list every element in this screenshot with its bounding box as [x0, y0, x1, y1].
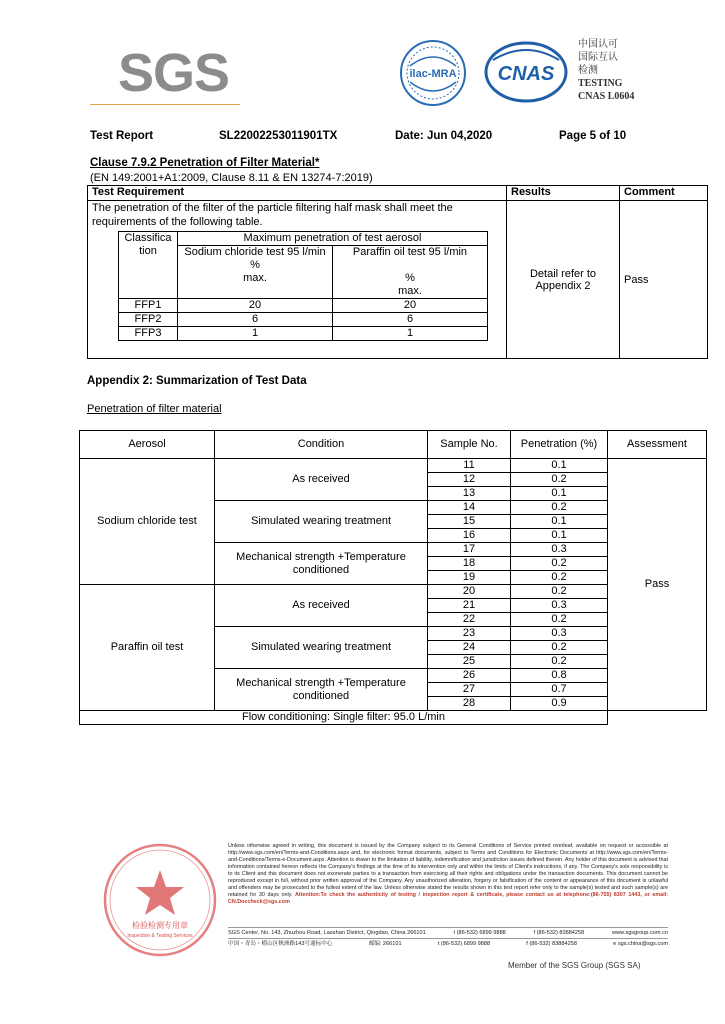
table-row: 15 0.1	[80, 515, 707, 529]
cnas-en-line1: TESTING	[578, 78, 623, 89]
clause-title: Clause 7.9.2 Penetration of Filter Material*	[90, 157, 320, 169]
table-row: 28 0.9	[80, 697, 707, 711]
header-penetration: Penetration (%)	[511, 431, 608, 459]
table-row: Paraffin oil test As received 20 0.2	[80, 585, 707, 599]
header-condition: Condition	[215, 431, 428, 459]
test-data-table	[79, 430, 707, 725]
table-row: Simulated wearing treatment 14 0.2	[80, 501, 707, 515]
table-row: 13 0.1	[80, 487, 707, 501]
ilac-mra-logo-icon	[398, 38, 468, 108]
requirement-cell	[88, 201, 507, 359]
max-penetration-header: Maximum penetration of test aerosol	[178, 232, 488, 246]
table-row: 27 0.7	[80, 683, 707, 697]
aerosol-cell: Paraffin oil test	[80, 585, 215, 711]
address-row-en: SGS Center, No. 143, Zhuzhou Road, Laoshan District, Qingdao, China 266101 t (86-532) 6899 9888 f (86-532) 83884258 www.sgsgroup.com.cn	[228, 927, 668, 938]
flow-note-row	[80, 711, 707, 725]
cnas-cn-line3: 检测	[578, 65, 598, 76]
condition-cell: Simulated wearing treatment	[215, 627, 428, 669]
stamp-en-text: Inspection & Testing Services	[127, 933, 193, 939]
authenticity-note: Attention:To check the authenticity of testing / inspection report & certificate, please contact us at telephone:(86-755) 8307 1443, or email: CN.Doccheck@sgs.com	[228, 892, 668, 905]
stamp-cn-text: 检验检测专用章	[132, 921, 188, 930]
address-row-cn: 中国・青岛・崂山区株洲路143号通标中心 邮编: 266101 t (86-532) 6899 9888 f (86-532) 83884258 e sgs.china@sgs.com	[228, 938, 668, 949]
report-label: Test Report	[90, 130, 154, 142]
results-cell: Detail refer to Appendix 2	[507, 201, 620, 359]
table-row: 21 0.3	[80, 599, 707, 613]
condition-cell: As received	[215, 585, 428, 627]
limit-row: FFP1 20 20	[119, 299, 488, 313]
address-block	[228, 927, 668, 949]
report-number: SL22002253011901TX	[219, 130, 338, 142]
cnas-en-line2: CNAS L0604	[578, 91, 635, 102]
appendix-title: Appendix 2: Summarization of Test Data	[87, 375, 307, 387]
condition-cell: Mechanical strength +Temperature conditioned	[215, 543, 428, 585]
table-row: 24 0.2	[80, 641, 707, 655]
page-number: Page 5 of 10	[559, 130, 627, 142]
class-header: Classifica tion	[119, 232, 178, 299]
table-row: 12 0.2	[80, 473, 707, 487]
table-row: Mechanical strength +Temperature conditioned 26 0.8	[80, 669, 707, 683]
col-comment: Comment	[620, 186, 708, 201]
report-date: Date: Jun 04,2020	[395, 130, 493, 142]
header-assessment: Assessment	[608, 431, 707, 459]
condition-cell: Simulated wearing treatment	[215, 501, 428, 543]
requirement-table	[87, 185, 708, 359]
limit-row: FFP3 1 1	[119, 327, 488, 341]
cnas-text: CNAS	[497, 63, 555, 85]
table-row: 22 0.2	[80, 613, 707, 627]
header-aerosol: Aerosol	[80, 431, 215, 459]
requirement-text: The penetration of the filter of the particle filtering half mask shall meet the requirements of the following table.	[92, 202, 453, 228]
assessment-cell: Pass	[608, 459, 707, 711]
table-row: Simulated wearing treatment 23 0.3	[80, 627, 707, 641]
oil-header: Paraffin oil test 95 l/min % max.	[333, 246, 488, 299]
table-row: 19 0.2	[80, 571, 707, 585]
member-of-sgs-group: Member of the SGS Group (SGS SA)	[508, 961, 641, 970]
col-test-requirement: Test Requirement	[88, 186, 507, 201]
cnas-cn-line1: 中国认可	[578, 39, 618, 50]
penetration-limit-table	[118, 231, 488, 341]
clause-subtitle: (EN 149:2001+A1:2009, Clause 8.11 & EN 13274-7:2019)	[90, 172, 373, 184]
company-stamp-icon	[100, 840, 220, 960]
condition-cell: Mechanical strength +Temperature conditioned	[215, 669, 428, 711]
table-row: 16 0.1	[80, 529, 707, 543]
nacl-header: Sodium chloride test 95 l/min % max.	[178, 246, 333, 299]
ilac-text: ilac-MRA	[409, 68, 457, 80]
table-row: 18 0.2	[80, 557, 707, 571]
flow-note: Flow conditioning: Single filter: 95.0 L/min	[80, 711, 608, 725]
table-row: Mechanical strength +Temperature conditioned 17 0.3	[80, 543, 707, 557]
sgs-logo: SGS	[118, 43, 230, 103]
header-sample: Sample No.	[428, 431, 511, 459]
logo-rule	[90, 104, 240, 105]
aerosol-cell: Sodium chloride test	[80, 459, 215, 585]
limit-row: FFP2 6 6	[119, 313, 488, 327]
disclaimer-text: Unless otherwise agreed in writing, this document is issued by the Company subject to its General Conditions of Service printed overleaf, available on request or accessible at http://www.sgs.com/en/Terms-and-Conditions.aspx and, for electronic format documents, subject to Terms and Conditions for Electronic Documents at http://www.sgs.com/en/Terms-and-Conditions/Terms-e-Document.aspx. Attention is drawn to the limitation of liability, indemnification and jurisdiction issues defined therein. Any holder of this document is advised that information contained hereon reflects the Company's findings at the time of its intervention only and within the limits of Client's instructions, if any. The Company's sole responsibility is to its Client and this document does not exonerate parties to a transaction from exercising all their rights and obligations under the transaction documents. This document cannot be reproduced except in full, without prior written approval of the Company. Any unauthorized alteration, forgery or falsification of the content or appearance of this document is unlawful and offenders may be prosecuted to the fullest extent of the law. Unless otherwise stated the results shown in this test report refer only to the sample(s) tested and such sample(s) are retained for 30 days only.	[228, 843, 668, 898]
table-row: 25 0.2	[80, 655, 707, 669]
condition-cell: As received	[215, 459, 428, 501]
cnas-cn-line2: 国际互认	[578, 52, 618, 63]
comment-cell: Pass	[620, 201, 708, 359]
col-results: Results	[507, 186, 620, 201]
cnas-accreditation-text	[578, 38, 634, 103]
legal-disclaimer	[228, 843, 668, 906]
table-row: Sodium chloride test As received 11 0.1 Pass	[80, 459, 707, 473]
penetration-section-title: Penetration of filter material	[87, 403, 222, 415]
cnas-logo-icon	[483, 40, 569, 104]
